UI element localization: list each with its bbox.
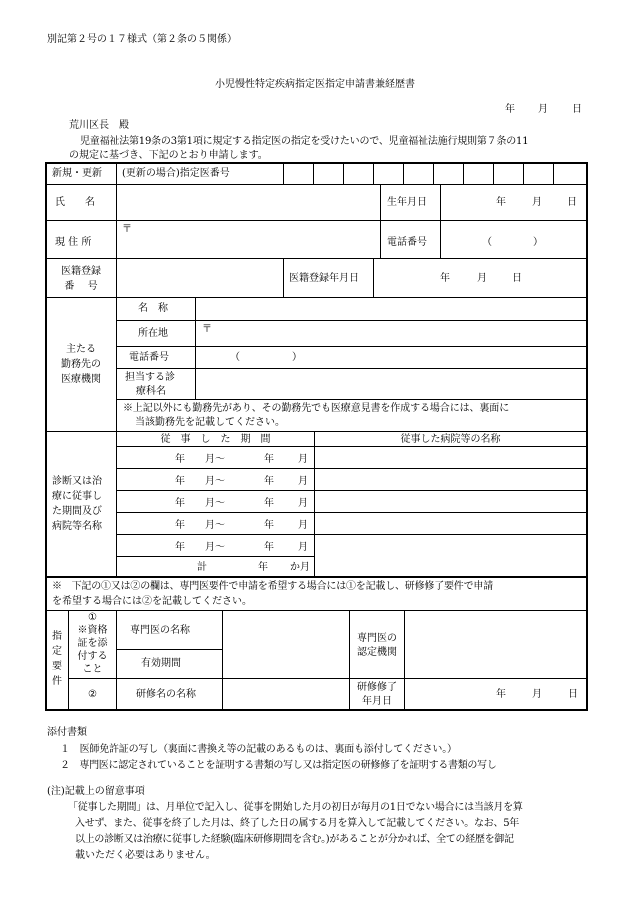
facility-name-field[interactable] (196, 298, 586, 319)
validity-period-field[interactable] (223, 650, 348, 677)
notes-line-4: 載いただく必要はありません。 (75, 850, 216, 861)
period-end-year: 年 (264, 476, 274, 487)
option-1-text-4: こと (82, 664, 103, 675)
birth-day: 日 (567, 197, 577, 208)
facility-phone-open: （ (230, 352, 240, 363)
training-date-label-1: 研修修了 (357, 682, 397, 693)
date-day: 日 (572, 104, 582, 115)
date-year: 年 (505, 104, 515, 115)
department-field[interactable] (196, 369, 586, 398)
new-update-label: 新規・更新 (52, 168, 102, 179)
requirement-label-1: 指 (52, 631, 62, 642)
training-name-field[interactable] (223, 679, 348, 709)
option-1-mark: ① (88, 612, 97, 623)
registration-label-1: 医籍登録 (61, 266, 101, 277)
total-year: 年 (258, 562, 268, 573)
period-end-month: 月 (298, 498, 308, 509)
page-title: 小児慢性特定疾病指定医指定申請書兼経歴書 (215, 79, 415, 90)
period-start-year: 年 (175, 476, 185, 487)
period-start-month: 月～ (205, 476, 225, 487)
requirement-note-1: ※ 下記の①又は②の欄は、専門医要件で申請を希望する場合には①を記載し、研修修了要件で申請 (52, 581, 493, 592)
period-start-month: 月～ (205, 542, 225, 553)
option-2-mark: ② (88, 689, 97, 700)
birth-month: 月 (532, 197, 542, 208)
period-start-month: 月～ (205, 520, 225, 531)
option-1-text-3: 付する (77, 651, 108, 662)
reg-day: 日 (512, 273, 522, 284)
attachment-item-2: ２ 専門医に認定されていることを証明する書類の写し又は指定医の研修修了を証明する書類の写し (60, 760, 497, 771)
address-label: 現 住 所 (55, 237, 92, 248)
period-end-year: 年 (264, 454, 274, 465)
phone-close-paren: ） (533, 237, 543, 248)
intro-line-1: 児童福祉法第19条の3第1項に規定する指定医の指定を受けたいので、児童福祉法施行規則第７条の11 (80, 136, 529, 147)
attachments-heading: 添付書類 (47, 727, 87, 738)
training-date-label-2: 年月日 (362, 696, 392, 707)
period-end-month: 月 (298, 454, 308, 465)
period-end-month: 月 (298, 476, 308, 487)
career-label-3: た期間及び (52, 506, 102, 517)
phone-label: 電話番号 (387, 237, 427, 248)
department-label-2: 療科名 (136, 386, 166, 397)
period-start-year: 年 (175, 520, 185, 531)
option-1-text-2: 証を添 (77, 638, 108, 649)
period-start-year: 年 (175, 498, 185, 509)
specialist-name-label: 専門医の名称 (130, 625, 190, 636)
registration-number-field[interactable] (117, 259, 282, 296)
address-field[interactable] (117, 221, 379, 257)
facility-phone-close: ） (292, 352, 302, 363)
facility-name-label: 名 称 (138, 303, 168, 314)
period-end-year: 年 (264, 498, 274, 509)
facility-phone-field[interactable] (196, 347, 586, 367)
requirement-note-2: を希望する場合には②を記載してください。 (52, 596, 252, 607)
facility-phone-label: 電話番号 (129, 352, 169, 363)
period-header: 従 事 し た 期 間 (160, 434, 271, 445)
birth-year: 年 (496, 197, 506, 208)
notes-heading: (注)記載上の留意事項 (47, 786, 145, 797)
postal-mark: 〒 (122, 224, 132, 235)
reg-year: 年 (440, 273, 450, 284)
requirement-label-2: 定 (52, 646, 62, 657)
period-start-month: 月～ (205, 498, 225, 509)
training-name-label: 研修名の名称 (136, 689, 196, 700)
validity-period-label: 有効期間 (141, 658, 181, 669)
period-end-year: 年 (264, 542, 274, 553)
period-end-month: 月 (298, 542, 308, 553)
attachment-item-1: １ 医師免許証の写し（裏面に書換え等の記載のあるものは、裏面も添付してください。） (60, 744, 457, 755)
training-year: 年 (496, 689, 506, 700)
birth-date-label: 生年月日 (387, 197, 427, 208)
period-start-year: 年 (175, 454, 185, 465)
addressee: 荒川区長 殿 (69, 120, 129, 131)
requirement-label-4: 件 (52, 676, 62, 687)
date-month: 月 (538, 104, 548, 115)
department-label-1: 担当する診 (125, 372, 175, 383)
requirement-label-3: 要 (52, 661, 62, 672)
facility-address-field[interactable] (196, 321, 586, 345)
career-label-2: 療に従事し (52, 491, 102, 502)
phone-field[interactable] (441, 221, 586, 257)
notes-line-1: 「従事した期間」は、月単位で記入し、従事を開始した月の初日が毎月の1日でない場合には当該月を算 (68, 802, 523, 813)
period-end-month: 月 (298, 520, 308, 531)
main-facility-label-1: 主たる (66, 344, 96, 355)
main-facility-label-2: 勤務先の (61, 359, 101, 370)
name-label: 氏 名 (55, 197, 95, 208)
facility-postal-mark: 〒 (202, 324, 212, 335)
hospital-name-field[interactable] (315, 447, 586, 576)
certifying-body-label-1: 専門医の (357, 633, 397, 644)
form-number: 別記第２号の１７様式（第２条の５関係） (47, 34, 237, 45)
training-month: 月 (532, 689, 542, 700)
total-month: か月 (290, 562, 310, 573)
designation-number-boxes[interactable] (284, 163, 586, 184)
phone-open-paren: （ (482, 237, 492, 248)
period-end-year: 年 (264, 520, 274, 531)
facility-note-1: ※上記以外にも勤務先があり、その勤務先でも医療意見書を作成する場合には、裏面に (123, 403, 510, 414)
birth-date-field[interactable] (441, 185, 586, 219)
facility-address-label: 所在地 (138, 328, 168, 339)
registration-label-2: 番 号 (64, 281, 98, 292)
career-label-4: 病院等名称 (52, 521, 102, 532)
notes-line-3: 以上の診断又は治療に従事した経験(臨床研修期間を含む。)があることが分かれば、全ての経歴を御記 (75, 834, 514, 845)
certifying-body-field[interactable] (405, 611, 586, 677)
total-label: 計 (197, 562, 207, 573)
career-label-1: 診断又は治 (52, 476, 102, 487)
training-day: 日 (568, 689, 578, 700)
certifying-body-label-2: 認定機関 (357, 647, 397, 658)
period-start-month: 月～ (205, 454, 225, 465)
period-start-year: 年 (175, 542, 185, 553)
notes-line-2: 入せず、また、従事を終了した月は、終了した日の属する月を算入して記載してください。なお、5年 (75, 818, 520, 829)
name-field[interactable] (117, 185, 379, 219)
specialist-name-field[interactable] (223, 611, 348, 649)
designation-number-label: (更新の場合)指定医番号 (122, 168, 230, 179)
reg-month: 月 (477, 273, 487, 284)
facility-note-2: 当該勤務先を記載してください。 (135, 417, 285, 428)
intro-line-2: の規定に基づき、下記のとおり申請します。 (69, 150, 268, 161)
option-1-text-1: ※資格 (77, 625, 108, 636)
main-facility-label-3: 医療機関 (61, 374, 101, 385)
hospital-header: 従事した病院等の名称 (400, 434, 501, 445)
registration-date-label: 医籍登録年月日 (289, 273, 359, 284)
